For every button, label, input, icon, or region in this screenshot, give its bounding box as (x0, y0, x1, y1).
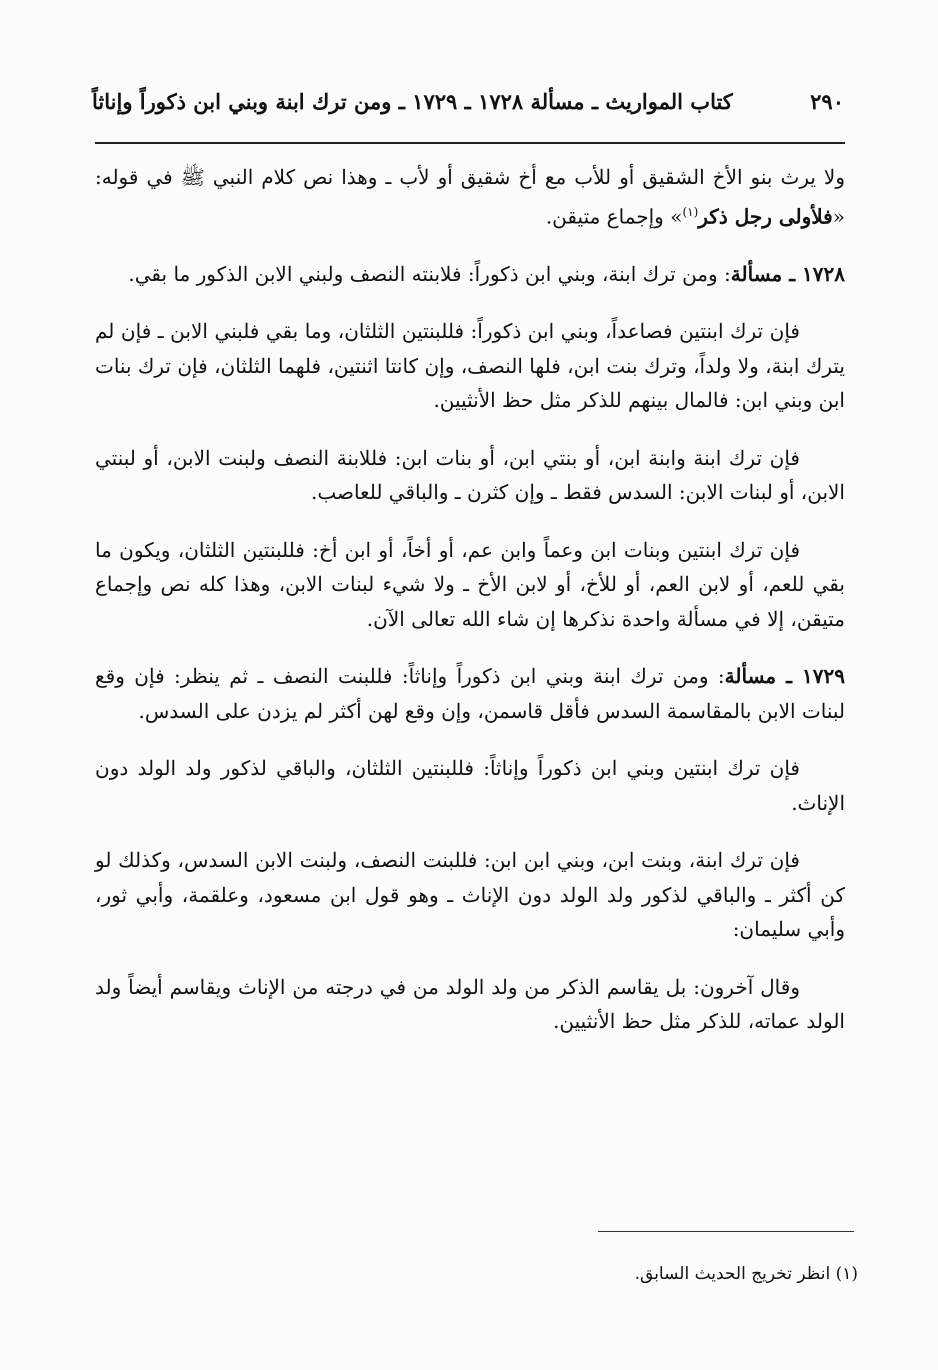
paragraph-9: وقال آخرون: بل يقاسم الذكر من ولد الولد من في درجته من الإناث ويقاسم أيضاً ولد الولد عماته، للذكر مثل حظ الأنثيين. (95, 974, 845, 1034)
footnote-divider (598, 1231, 854, 1232)
issue-1728 (95, 257, 845, 292)
page-body (95, 160, 845, 1062)
paragraph-text: : ومن ترك ابنة، وبني ابن ذكوراً: فلابنته النصف ولبني الابن الذكور ما بقي. (128, 261, 731, 286)
issue-number: ١٧٢٨ ـ مسألة (730, 261, 845, 286)
paragraph-8: فإن ترك ابنة، وبنت ابن، وبني ابن ابن: فللبنت النصف، ولبنت الابن السدس، وكذلك لو كن أكثر ـ والباقي لذكور ولد الولد دون الإناث ـ وهو قول ابن مسعود، وعلقمة، وأبي ثور، وأبي سليمان: (95, 848, 845, 942)
hadith-quote: فلأولى رجل ذكر (698, 204, 833, 229)
paragraph-4: فإن ترك ابنة وابنة ابن، أو بنتي ابن، أو بنات ابن: فللابنة النصف ولبنت الابن، أو لبنتي الابن، أو لبنات الابن: السدس فقط ـ وإن كثرن ـ والباقي للعاصب. (95, 445, 845, 505)
paragraph-5: فإن ترك ابنتين وبنات ابن وعماً وابن عم، أو أخاً، أو ابن أخ: فللبنتين الثلثان، ويكون ما بقي للعم، أو لابن العم، أو للأخ، أو لابن الأخ ـ ولا شيء لبنات الابن، وهذا كله نص وإجماع متيقن، إلا في مسألة واحدة نذكرها إن شاء الله تعالى الآن. (95, 537, 845, 631)
header-divider (95, 142, 845, 144)
paragraph-1 (95, 160, 845, 234)
page-header (92, 78, 844, 124)
paragraph-7: فإن ترك ابنتين وبني ابن ذكوراً وإناثاً: فللبنتين الثلثان، والباقي لذكور ولد الولد دون الإناث. (95, 756, 845, 815)
paragraph-text: ولا يرث بنو الأخ الشقيق أو للأب مع أخ شقيق أو لأب ـ وهذا نص كلام النبي ﷺ في قوله: « (95, 165, 845, 229)
footnote: (١) انظر تخريج الحديث السابق. (634, 1264, 858, 1284)
page-number: ٢٩٠ (810, 88, 844, 114)
running-title: كتاب المواريث ـ مسألة ١٧٢٨ ـ ١٧٢٩ ـ ومن ترك ابنة وبني ابن ذكوراً وإناثاً (92, 88, 733, 114)
footnote-marker: (١) (682, 204, 699, 219)
paragraph-3: فإن ترك ابنتين فصاعداً، وبني ابن ذكوراً: فللبنتين الثلثان، وما بقي فلبني الابن ـ فإن لم يترك ابنة، ولا ولداً، وترك بنت ابن، فلها النصف، وإن كانتا اثنتين، فلهما الثلثان، فإن ترك بنات ابن وبني ابن: فالمال بينهم للذكر مثل حظ الأنثيين. (95, 319, 845, 413)
paragraph-text: » وإجماع متيقن. (545, 204, 683, 229)
paragraph-text: : ومن ترك ابنة وبني ابن ذكوراً وإناثاً: فللبنت النصف ـ ثم ينظر: فإن وقع لبنات الابن بالمقاسمة السدس فأقل قاسمن، وإن وقع لهن أكثر لم يزدن على السدس. (95, 664, 845, 723)
issue-number: ١٧٢٩ ـ مسألة (724, 664, 846, 689)
issue-1729 (95, 659, 845, 728)
